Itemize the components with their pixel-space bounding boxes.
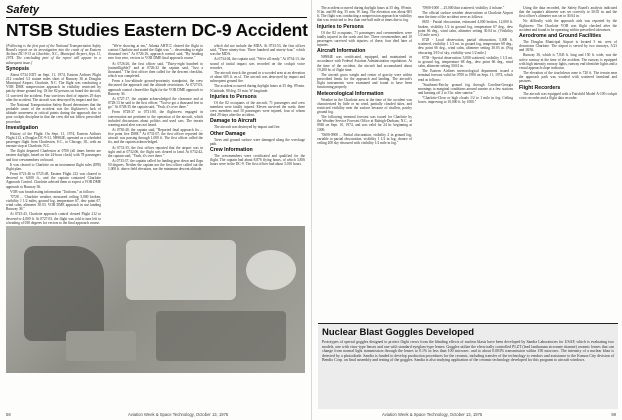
paragraph: [Following is the first part of the National Transportation Safety Board's report on its investigation into the crash of an Eastern Airlines DC-9-31 at Charlotte, N.C., Municipal Airport, Sept. 11, 1974. The concluding part of the report will appear in a subsequent issue.] (6, 44, 101, 65)
paragraph: "0900-1000 ... 25,000 thin scattered, visibility 4 in haze." (422, 6, 505, 10)
running-footer: Aviation Week & Space Technology, October 13, 1975 (382, 412, 483, 417)
paragraph: About 0734 EDT on Sept. 11, 1974, Eastern Airlines Flight 212 crashed 3.3 statute miles short of Runway 36 at Douglas Municipal Airport, Charlotte, N.C. The flight was conducting a VOR DME nonprecision approach in visibility restricted by patchy dense ground fog. Of the 82 persons on board the aircraft, 11 survived the accident. Four survivors died of injuries 29 days after the accident. The aircraft was destroyed by impact and fire. (6, 72, 101, 102)
paragraph: From 0728:37 to 0731:00, the flightcrew engaged in conversation not pertinent to the operation of the aircraft, which included discussions about politics and used cars. The terrain warning aural alert was not heard. (108, 110, 203, 127)
paragraph: Of the 82 occupants, 71 passengers and crewmembers were fatally injured in the crash and fire. Three crewmembers and 10 passengers survived with injuries; of these, four died later of injuries. (317, 30, 412, 48)
subheading: Crew Information (210, 146, 253, 153)
article-headline: NTSB Studies Eastern DC-9 Accident (6, 20, 308, 40)
page-number: 58 (6, 412, 11, 417)
paragraph: It was cleared to Charlotte on an instrument flight rules (IFR) flight plan. (6, 162, 101, 171)
subheading: Flight Recorders (519, 84, 561, 91)
paragraph: "Southeast-Patchy ground fog through Carolina-Georgia mornings to marginal conditions around sunrise at a few stations and burning off 2 to 3 hr. after sunrise." (418, 82, 513, 95)
paragraph: At 0726:26, the first officer said, "Thirty-eight hundred to (unintelligible)" and at 0726:32 the captain said, "Just a thousand." The first officer then called for the descent checklist, which was completed. (108, 61, 203, 79)
paragraph: The accident occurred during daylight hours at 35 deg. 09 min. N latitude, 80 deg. 55 min. W longitude. (210, 84, 305, 93)
paragraph: Of the 82 occupants of the aircraft, 71 passengers and crew members were fatally injured. Eleven survived the crash; three crew members and 10 passengers were injured, four of whom died 29 days after the accident. (210, 100, 305, 118)
paragraph: The National Transportation Safety Board determines that the probable cause of the accident was the flightcrew's lack of altitude awareness at critical points during the approach due to poor cockpit discipline in that the crew did not follow prescribed procedure. (6, 102, 101, 124)
paragraph: At 0727:17, the captain acknowledged the clearance and at 0728:13 he said to the first officer, "You've got a thousand feet to go." At 0728:35 the captain said, "Yeah, it's over there." (108, 96, 203, 110)
running-footer: Aviation Week & Space Technology, October 13, 1975 (128, 412, 229, 417)
paragraph: The official surface weather observations at Charlotte Airport near the time of the accident were as follows: (418, 11, 513, 20)
paragraph: 0655 - Partial obscuration, estimated 4,000 broken, 12,000 ft. broken, visibility 1/2 in ground fog, temperature 67 deg., dew point 66 deg., wind calm, altimeter setting 30.04 in. (Visibility 1/2 mile west). (418, 20, 513, 37)
paragraph: which did not include the MDA. At 0733:53, the first officer said, "Three ninety-four. Three hundred and ninety-four," which was the MDA. (210, 44, 305, 57)
paragraph: The aircraft struck the ground in a wooded area at an elevation of about 605 ft. m.s.l. The aircraft was destroyed by impact and subsequent ground fire. (210, 70, 305, 84)
paragraph: The elevation of the touchdown zone is 720 ft. The terrain near the approach path was wooded with scattered farmland and pastures. (519, 71, 617, 84)
paragraph: The Douglas Municipal Airport is located 5 mi. west of downtown Charlotte. The airport is served by two runways, 5/23 and 18/36. (519, 39, 617, 53)
subheading: Investigation (6, 124, 38, 131)
subheading: Injuries to Persons (210, 93, 257, 100)
right-column-3 (519, 6, 617, 318)
paragraph: The aircraft was destroyed by impact and fire. (214, 125, 281, 130)
paragraph: Runway 36, which is 7,845 ft. long and 150 ft. wide, was the active runway at the time of the accident. The runway is equipped with high intensity runway lights, runway end identifier lights and a visual approach slope indicator. (519, 53, 617, 70)
paragraph: At 0730:40, the captain said, "Reported final approach fix ... five point five DME." At 0731:07, the first officer reported the aircraft was passing through 1,000 ft. The first officer called the fix, and the captain acknowledged. (108, 127, 203, 145)
paragraph: 0738 - Special observation: 5,000 scattered, visibility 1 1/2 mi. in ground fog, temperature 68 deg., dew point 66 deg., wind calm, altimeter setting 30.04 in. (418, 55, 513, 69)
paragraph: At 0734:04, the captain said, "We're all ready." At 0734:13, the sound of initial impact was recorded on the cockpit voice recorder. (210, 57, 305, 70)
section-label: Safety (6, 4, 40, 16)
paragraph: The accident occurred during daylight hours at 35 deg. 09 min. N lat. and 80 deg. 55 min. W. long. The elevation was about 605 ft. The flight was conducting a nonprecision approach in visibility that was restricted to less than one-half mile at times due to fog. (317, 6, 412, 23)
paragraph: "Charlotte-Clear or high clouds 1/2 to 1 mile in fog. Ceiling lower, improving to 10,000 ft. by 1000." (418, 96, 513, 105)
page-number: 59 (611, 412, 616, 417)
subheading: Synopsis (6, 65, 30, 72)
paragraph: From a low-altitude ground-proximity standpoint, the crew discussed the approach and the altitude restrictions. At 0727:03, approach control cleared the flight for the VOR DME approach to Runway 36. (108, 79, 203, 96)
paragraph: The Eastern Airlines meteorological department issued a terminal forecast valid for 0700 to 1900 on Sept. 11, 1974, which read as follows: (418, 69, 513, 82)
sidebar-box (318, 323, 618, 409)
subheading: Injuries to Persons (317, 23, 364, 30)
paragraph: The crewmembers were certificated and qualified for the flight. The captain had about 8,876 flying hours, of which 3,856 hours were in the DC-9. The first officer had about 3,016 hours. (210, 153, 305, 167)
paragraph: Trees and ground surface were damaged along the wreckage path. (210, 137, 305, 146)
paragraph: At 0731:35, the first officer reported that the airport was in sight and at 0732:06, the flight was cleared to land. At 0732:42, the captain said, "Yeah, it's over there." (108, 145, 203, 158)
subheading: Meteorological Information (317, 90, 384, 97)
paragraph: From 0721:46 to 0725:48, Eastern Flight 212 was cleared to descend to 6,000 ft., and the captain contacted Charlotte Approach Control. Charlotte advised them to expect a VOR DME approach to Runway 36. (6, 172, 101, 189)
paragraph: Using the data recorded, the Safety Board's analysis indicated that the captain's altimeter was set correctly to 30.03 in. and the first officer's altimeter was set to 30.04 in. (519, 6, 617, 19)
paragraph: VOR was broadcasting information "Uniform," as follows: (10, 189, 95, 194)
paragraph: Weather in the Charlotte area at the time of the accident was characterized by little or no wind, partially clouded skies, and restricted visibility near the surface because of shallow, patchy ground fog. (317, 97, 412, 114)
paragraph: History of the Flight: On Sept. 11, 1974, Eastern Airlines Flight 212, a Douglas DC-9-31, N8984E, operated as a scheduled passenger flight from Charleston, S.C., to Chicago, Ill., with an enroute stop at Charlotte, N.C. (6, 131, 101, 149)
sidebar-title: Nuclear Blast Goggles Developed (322, 327, 475, 338)
subheading: Aerodrome and Ground Facilities (519, 32, 602, 39)
right-column-2 (418, 6, 513, 318)
paragraph: At 0733:37, the captain called for landing gear down and flaps 50 degrees. Neither the captain nor the first officer called out the 1,000 ft. above field elevation, nor the minimum descent altitude. (108, 159, 203, 172)
subheading: Other Damage (210, 130, 246, 137)
paragraph: The aircraft was equipped with a Fairchild Model A-100 cockpit voice recorder and a flight data recorder. (519, 91, 617, 100)
paragraph: No difficulty with the approach aids was reported by the flightcrew. The Charlotte VOR was flight checked after the accident and found to be operating within prescribed tolerances. (519, 19, 617, 32)
right-page (311, 0, 622, 420)
paragraph: "0600-0900 ... Partial obscuration, visibility 2 in ground fog, variable to partial obscuration, visibility 1 1/2 in fog, chance of ceiling 200 sky obscured with visibility 1/2 mile in fog." (317, 132, 412, 146)
paragraph: The flight departed Charleston at 0700 (all times herein are eastern daylight, based on the 24-hour clock) with 78 passengers and four crewmembers on board. (6, 149, 101, 162)
paragraph: N8984E was certificated, equipped, and maintained in accordance with Federal Aviation Administration regulations. At the time of the accident, the aircraft had accumulated about 19,200 hr. of flight time. (317, 55, 412, 72)
left-column-2 (108, 44, 203, 222)
paragraph: "We're showing at ten," Atlanta ARTCC cleared the flight to contact Charlotte and stated the flight was "... descending to eight thousand feet." At 0726:16, approach control said, "By heading zero four zero, vectors to VOR DME final approach course." (108, 44, 203, 61)
section-rule (6, 17, 307, 18)
photo-placeholder (6, 226, 305, 373)
right-column-1 (317, 6, 412, 318)
paragraph: The following terminal forecast was issued for Charlotte by the Weather Service Forecast Office at Raleigh-Durham, N.C., at 0940 on Sept. 10, 1974, and was valid for 24 hr. beginning at 1000: (317, 115, 412, 132)
left-column-1 (6, 44, 101, 225)
subheading: Damage to Aircraft (210, 118, 257, 125)
paragraph: "0728 ... Charlotte weather, measured ceiling 5,000 broken, visibility 1 1/2 miles, ground fog, temperature 67, dew point 67, wind calm, altimeter 30.03. VOR DME approach in use landing Runway 36." (6, 194, 101, 212)
sidebar-body: Prototypes of special goggles designed to protect flight crews from the blinding effects of nuclear blasts have been developed by Sandia Laboratories for USAF, which is evaluating two models, one with visor-type lenses and one with standard eyeglass-type lenses. Goggles utilize the electrically controlled PLZT (lead lanthanum zirconate titanate) ceramic lenses that can change from normal light transmission through the lenses to 0.1% in less than 100 microsec. and to about 0.003% transmission within 150 microsec. The intensity of a nuclear blast is detected by a photodiode. Sandia is funded to develop production procedures for the ceramic, including transfer of the technology to vendors and assistance to the Kansas City division of Bendix Corp. on final assembly and testing of the goggles. Sandia is also studying application of the ceramic technology developed for this program to aircraft windows. (322, 340, 614, 363)
left-column-3 (210, 44, 305, 222)
paragraph: 0728 - Local observation, partial obscuration, 5,000 ft. scattered, visibility 1 1/2 mi. in ground fog, temperature 68 deg., dew point 66 deg., wind calm, altimeter setting 30.03 in. (Fog obscuring 3/10 of sky, visibility west 1/2 mile.) (418, 38, 513, 55)
paragraph: At 0725:43, Charlotte approach control cleared Flight 212 to descend to 4,000 ft. At 0727:03, the flight was told to turn left to a heading of 030 degrees for vectors to the final approach course. (6, 212, 101, 225)
subheading: Aircraft Information (317, 48, 366, 55)
paragraph: The aircraft gross weight and center of gravity were within prescribed limits for the approach and landing. The aircraft's flight instruments were examined and found to have been functioning properly. (317, 72, 412, 90)
